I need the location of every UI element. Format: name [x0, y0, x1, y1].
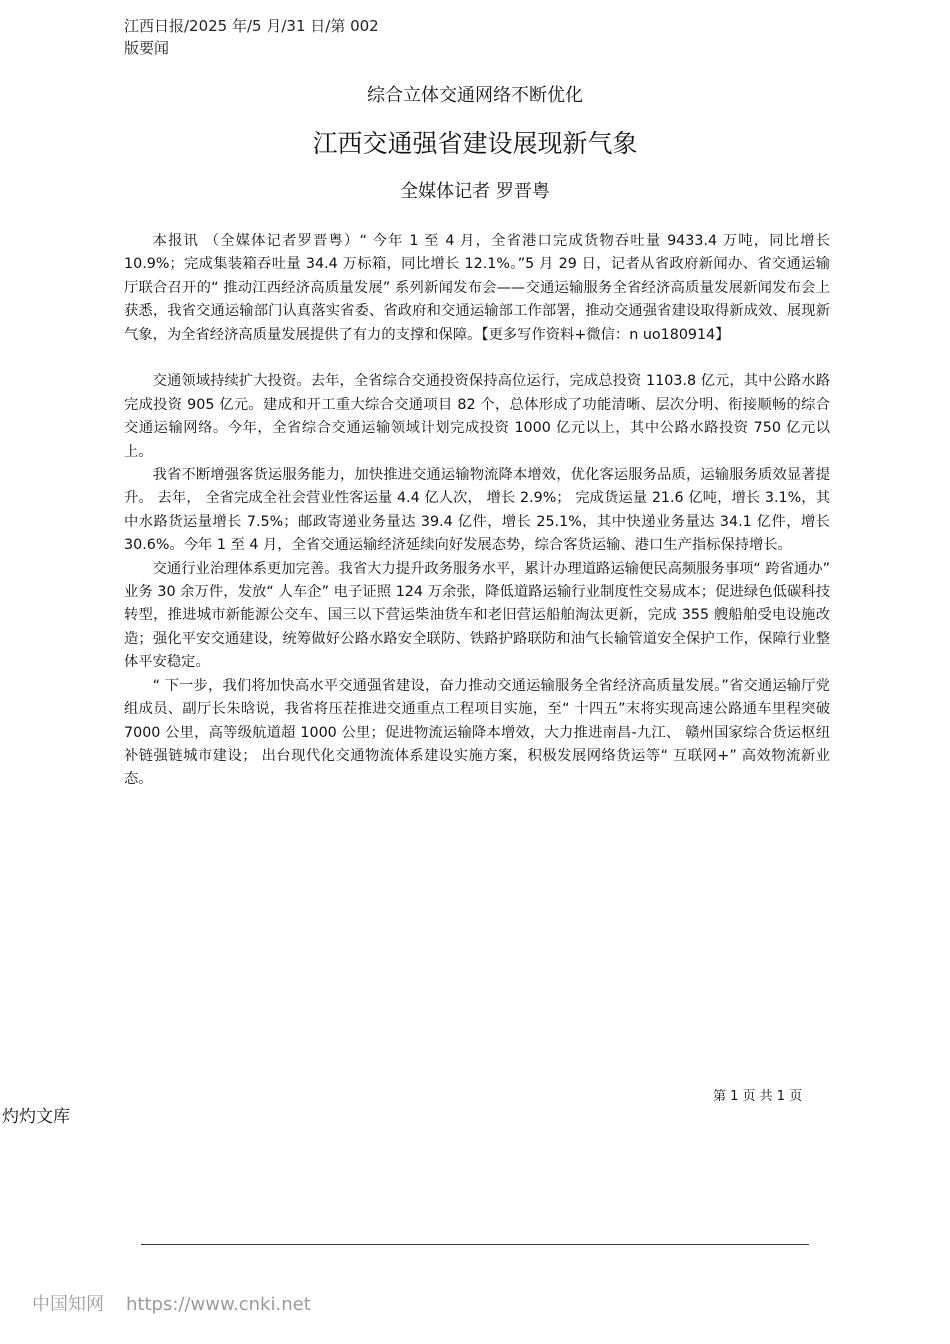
- cnki-footer: [32, 1294, 311, 1316]
- paragraph-investment: 交通领域持续扩大投资。去年，全省综合交通投资保持高位运行，完成总投资 1103.8 亿元，其中公路水路完成投资 905 亿元。建成和开工重大综合交通项目 82 个，总体形成了功能清晰、层次分明、衔接顺畅的综合交通运输网络。今年，全省综合交通运输领域计划完成投资 1000 亿元以上，其中公路水路投资 750 亿元以上。: [124, 373, 830, 460]
- library-watermark: 灼灼文库: [2, 1107, 70, 1127]
- cnki-logo-text: 中国知网: [32, 1294, 104, 1315]
- article-byline: 全媒体记者 罗晋粤: [400, 181, 550, 202]
- article-title: 江西交通强省建设展现新气象: [312, 129, 638, 158]
- section-label: 版要闻: [124, 39, 170, 57]
- article-subtitle: 综合立体交通网络不断优化: [367, 85, 583, 106]
- paragraph-transport-services: 我省不断增强客货运服务能力，加快推进交通运输物流降本增效，优化客运服务品质，运输服务质效显著提升。 去年， 全省完成全社会营业性客运量 4.4 亿人次， 增长 2.9%； 完成货运量 21.6 亿吨，增长 3.1%，其中水路货运量增长 7.5%；邮政寄递业务量达 39.4 亿件，增长 25.1%，其中快递业务量达 34.1 亿件，增长 30.6%。今年 1 至 4 月，全省交通运输经济延续向好发展态势，综合客货运输、港口生产指标保持增长。: [124, 467, 830, 554]
- article-body: [124, 230, 830, 792]
- cnki-url[interactable]: https://www.cnki.net: [126, 1294, 311, 1315]
- paragraph-lead: 本报讯 （全媒体记者罗晋粤）“ 今年 1 至 4 月，全省港口完成货物吞吐量 9433.4 万吨，同比增长 10.9%；完成集装箱吞吐量 34.4 万标箱，同比增长 12.1%。”5 月 29 日，记者从省政府新闻办、省交通运输厅联合召开的“ 推动江西经济高质量发展” 系列新闻发布会——交通运输服务全省经济高质量发展新闻发布会上获悉，我省交通运输部门认真落实省委、省政府和交通运输部工作部署，推动交通强省建设取得新成效、展现新气象，为全省经济高质量发展提供了有力的支撑和保障。【更多写作资料+微信：n uo180914】: [124, 233, 830, 343]
- paragraph-governance: 交通行业治理体系更加完善。我省大力提升政务服务水平，累计办理道路运输便民高频服务事项“ 跨省通办” 业务 30 余万件，发放“ 人车企” 电子证照 124 万余张，降低道路运输行业制度性交易成本；促进绿色低碳科技转型，推进城市新能源公交车、国三以下营运柴油货车和老旧营运船舶淘汰更新，完成 355 艘船舶受电设施改造；强化平安交通建设，统筹做好公路水路安全联防、铁路护路联防和油气长输管道安全保护工作，保障行业整体平安稳定。: [124, 560, 830, 671]
- footer-divider: [141, 1244, 809, 1245]
- page-number: 第 1 页 共 1 页: [713, 1089, 803, 1104]
- publication-source: 江西日报/2025 年/5 月/31 日/第 002: [124, 17, 379, 35]
- paragraph-next-steps: “ 下一步，我们将加快高水平交通强省建设，奋力推动交通运输服务全省经济高质量发展。”省交通运输厅党组成员、副厅长朱晗说，我省将压茬推进交通重点工程项目实施，至“ 十四五”末将实现高速公路通车里程突破 7000 公里，高等级航道超 1000 公里；促进物流运输降本增效，大力推进南昌-九江、 赣州国家综合货运枢纽补链强链城市建设； 出台现代化交通物流体系建设实施方案，积极发展网络货运等“ 互联网+” 高效物流新业态。: [124, 677, 831, 788]
